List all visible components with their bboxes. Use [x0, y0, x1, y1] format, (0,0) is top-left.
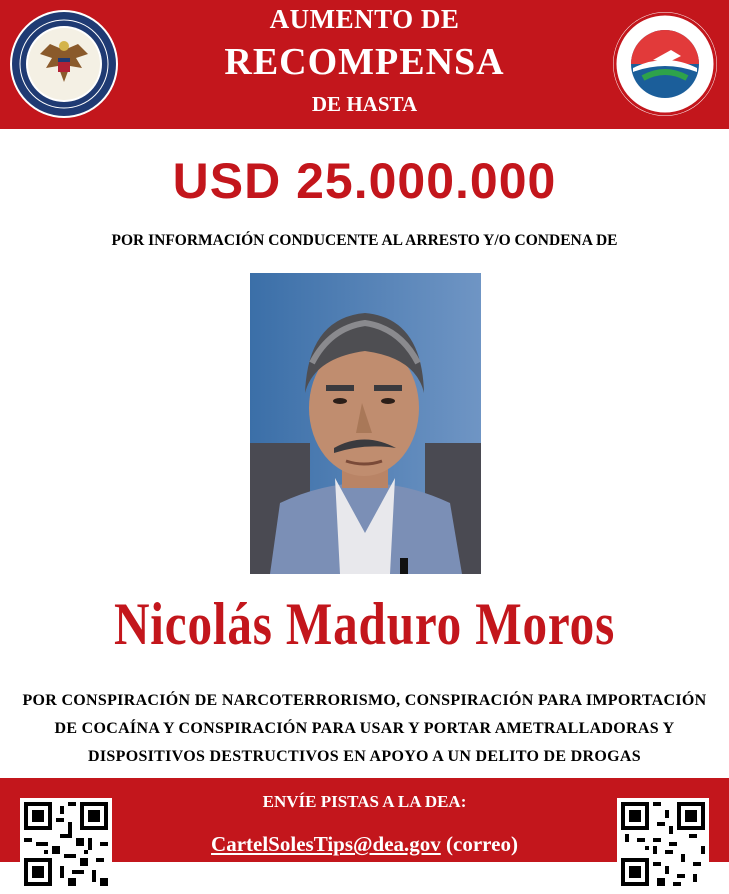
charges-line: DISPOSITIVOS DESTRUCTIVOS EN APOYO A UN DELITO DE DROGAS	[88, 748, 641, 765]
charges-line: DE COCAÍNA Y CONSPIRACIÓN PARA USAR Y PORTAR AMETRALLADORAS Y	[54, 720, 675, 737]
tips-title: ENVÍE PISTAS A LA DEA:	[262, 792, 467, 811]
header-line-2: RECOMPENSA	[224, 41, 505, 83]
bottom-banner	[0, 778, 729, 862]
top-banner	[0, 0, 729, 129]
charges-text	[8, 687, 721, 771]
tips-email-link[interactable]: CartelSolesTips@dea.gov	[211, 832, 441, 856]
qr-code-icon[interactable]	[617, 798, 709, 890]
reward-amount: USD 25.000.000	[172, 153, 557, 209]
charges-line: POR CONSPIRACIÓN DE NARCOTERRORISMO, CONSPIRACIÓN PARA IMPORTACIÓN	[22, 692, 707, 709]
reward-subtitle: POR INFORMACIÓN CONDUCENTE AL ARRESTO Y/O CONDENA DE	[111, 232, 618, 249]
dea-seal-icon	[613, 12, 717, 116]
header-line-3: DE HASTA	[311, 92, 418, 116]
header-line-1: AUMENTO DE	[269, 4, 460, 34]
subject-photo	[250, 273, 481, 574]
subject-name: Nicolás Maduro Moros	[113, 591, 616, 657]
tips-email-suffix: (correo)	[446, 832, 518, 856]
